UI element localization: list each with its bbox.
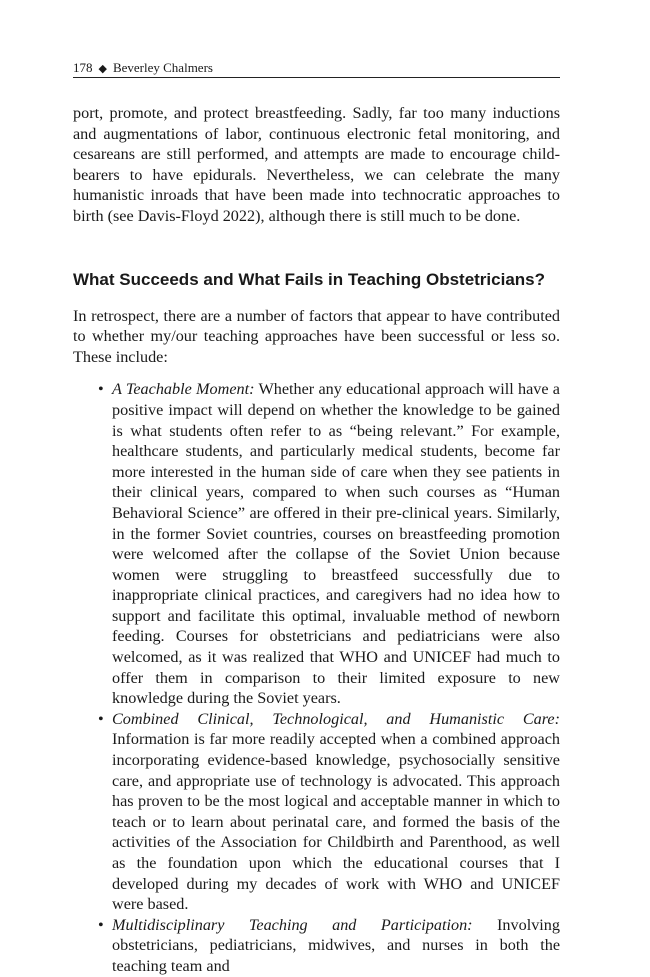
list-item-text: Information is far more readily accepted when a combined approach incorporating evidence-based knowledge, psychosocially sensitive care, and appropriate use of technology is advocated. This approach has proven to be the most logical and acceptable manner in which to teach or to learn about perinatal care, and formed the basis of the activities of the Association for Childbirth and Parenthood, as well as the foundation upon which the educational courses that I developed during my decades of work with WHO and UNICEF were based. bbox=[112, 730, 560, 914]
page-number: 178 bbox=[73, 60, 93, 75]
list-item bbox=[73, 709, 560, 915]
bullet-icon: • bbox=[98, 915, 104, 934]
diamond-separator-icon: ◆ bbox=[98, 63, 107, 75]
section-heading: What Succeeds and What Fails in Teaching Obstetricians? bbox=[73, 269, 545, 289]
bullet-icon: • bbox=[98, 380, 104, 399]
author-name: Beverley Chalmers bbox=[112, 60, 213, 75]
list-item bbox=[73, 915, 560, 977]
running-header bbox=[73, 58, 560, 78]
list-item-text: Whether any educational approach will have a positive impact will depend on whether the knowledge to be gained is what students often refer to as “being relevant.” For example, healthcare students, and particularly medical students, become far more interested in the human side of care when they see patients in their clinical years, compared to when such courses as “Human Behavioral Science” are offered in their pre-clinical years. Similarly, in the former Soviet countries, courses on breastfeeding promotion were welcomed after the collapse of the Soviet Union because women were struggling to breastfeed successfully due to inappropriate clinical practices, and caregivers had no idea how to support and facilitate this optimal, invaluable method of newborn feeding. Courses for obstetricians and pediatricians were also welcomed, as it was realized that WHO and UNICEF had much to offer them in comparison to their limited exposure to new knowledge during the Soviet years. bbox=[112, 380, 560, 708]
list-item-title: Multidisciplinary Teaching and Participation: bbox=[112, 915, 473, 934]
factor-list bbox=[73, 379, 560, 976]
list-item-title: A Teachable Moment: bbox=[112, 380, 255, 399]
list-item-text: Involving obstetricians, pediatricians, midwives, and nurses in both the teaching team and bbox=[112, 915, 560, 975]
list-item bbox=[73, 379, 560, 709]
bullet-icon: • bbox=[98, 709, 104, 728]
intro-paragraph: port, promote, and protect breastfeeding. Sadly, far too many inductions and augmentations of labor, continuous electronic fetal monitoring, and cesareans are still performed, and attempts are made to encourage child-bearers to have epidurals. Nevertheless, we can celebrate the many humanistic inroads that have been made into technocratic approaches to birth (see Davis-Floyd 2022), although there is still much to be done. bbox=[73, 104, 560, 225]
section-lead-paragraph: In retrospect, there are a number of factors that appear to have contributed to whether my/our teaching approaches have been successful or less so. These include: bbox=[73, 306, 560, 366]
book-page bbox=[73, 58, 560, 977]
list-item-title: Combined Clinical, Technological, and Humanistic Care: bbox=[112, 709, 560, 728]
